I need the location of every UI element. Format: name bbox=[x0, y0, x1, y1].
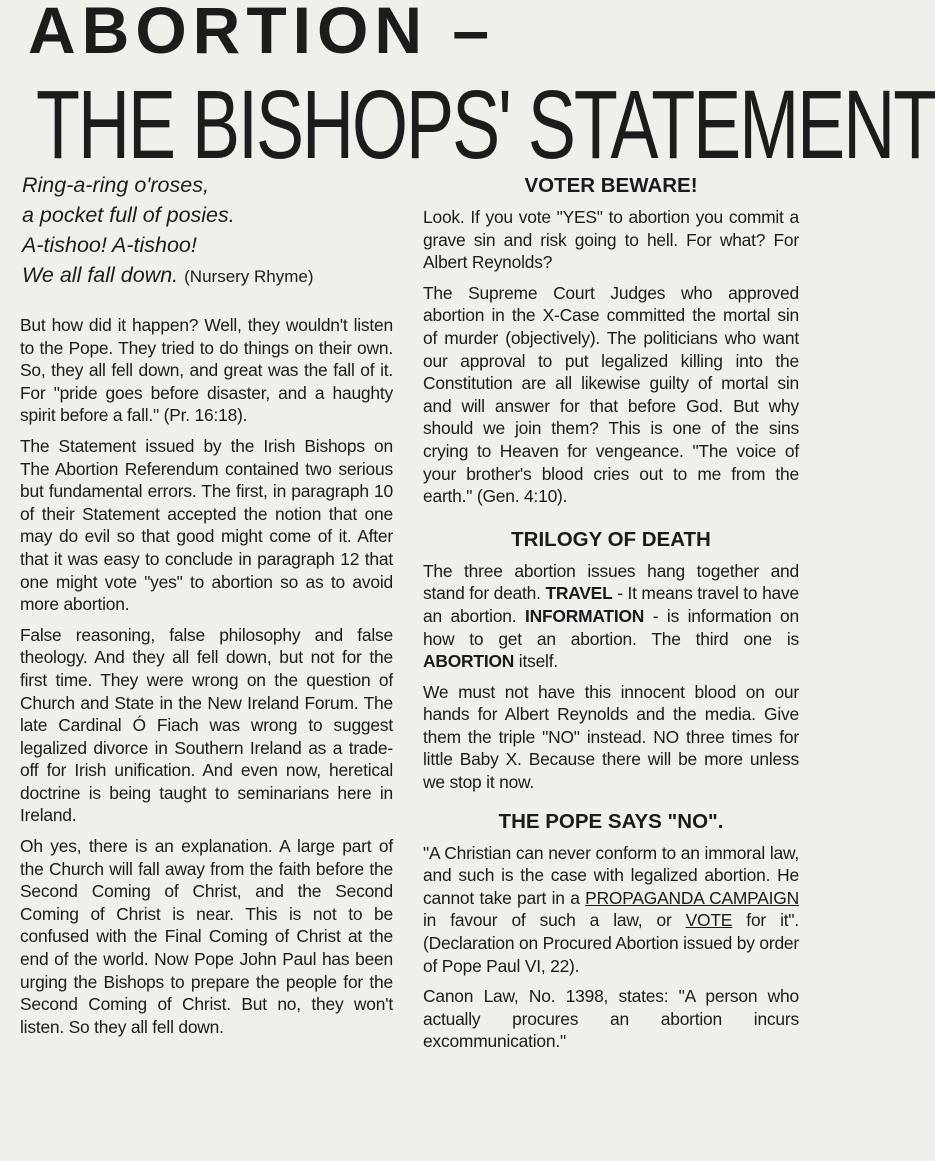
headline-abortion: ABORTION – bbox=[28, 0, 496, 67]
left-column bbox=[20, 170, 393, 1046]
right-column bbox=[423, 172, 799, 1061]
left-paragraph-2: The Statement issued by the Irish Bishops on The Abortion Referendum contained two serious but fundamental errors. The first, in paragraph 10 of their Statement accepted the notion that one may do evil so that good might come of it. After that it was easy to conclude in paragraph 12 that one might vote "yes" to abortion so as to avoid more abortion. bbox=[20, 435, 393, 615]
travel-term: TRAVEL bbox=[545, 583, 613, 604]
nursery-rhyme bbox=[22, 170, 393, 292]
rhyme-line: Ring-a-ring o'roses, bbox=[22, 173, 209, 197]
pope-text: for it". (Declaration on Procured Abortion issued by order of Pope Paul VI, 22). bbox=[423, 910, 799, 976]
rhyme-line: A-tishoo! A-tishoo! bbox=[22, 233, 197, 257]
propaganda-campaign-underlined: PROPAGANDA CAMPAIGN bbox=[585, 887, 799, 908]
rhyme-line: We all fall down. bbox=[22, 263, 179, 287]
voter-paragraph-1: Look. If you vote "YES" to abortion you commit a grave sin and risk going to hell. For what? For Albert Reynolds? bbox=[423, 207, 799, 273]
pope-text: in favour of such a law, or bbox=[423, 910, 686, 931]
pope-text: "A Christian can never conform to an immoral law, and such is the case with legalized abortion. He cannot take part in a bbox=[423, 842, 799, 908]
trilogy-paragraph-2: We must not have this innocent blood on our hands for Albert Reynolds and the media. Give them the triple "NO" instead. NO three times for little Baby X. Because there will be more unless we stop it now. bbox=[423, 681, 799, 793]
rhyme-line-last bbox=[22, 260, 393, 292]
voter-beware-heading: VOTER BEWARE! bbox=[524, 174, 698, 197]
voter-paragraph-2: The Supreme Court Judges who approved abortion in the X-Case committed the mortal sin of murder (objectively). The politicians who want our approval to put legalized killing into the Constitution are all likewise guilty of mortal sin and will answer for that before God. But why should we join them? This is one of the sins crying to Heaven for vengeance. "The voice of your brother's blood cries out to me from the earth." (Gen. 4:10). bbox=[423, 282, 799, 507]
pope-says-no-heading: THE POPE SAYS "NO". bbox=[498, 809, 724, 833]
rhyme-line: a pocket full of posies. bbox=[22, 203, 235, 227]
trilogy-text: itself. bbox=[514, 651, 558, 672]
abortion-term: ABORTION bbox=[423, 651, 515, 672]
trilogy-heading: TRILOGY OF DEATH bbox=[511, 527, 711, 551]
vote-underlined: VOTE bbox=[685, 910, 733, 931]
information-term: INFORMATION bbox=[524, 605, 645, 626]
pope-paragraph-1 bbox=[423, 842, 799, 978]
trilogy-text: - is information on how to get an abortion. The third one is bbox=[423, 605, 799, 649]
left-paragraph-1: But how did it happen? Well, they wouldn't listen to the Pope. They tried to do things on their own. So, they all fell down, and great was the fall of it. For "pride goes before disaster, and a haughty spirit before a fall." (Pr. 16:18). bbox=[20, 315, 393, 426]
headline-bishops-statement: THE BISHOPS' STATEMENT bbox=[36, 71, 935, 180]
trilogy-text: The three abortion issues hang together and stand for death. bbox=[423, 560, 799, 604]
pope-paragraph-2: Canon Law, No. 1398, states: "A person who actually procures an abortion incurs excommunication." bbox=[423, 986, 799, 1052]
trilogy-text: - It means travel to have an abortion. bbox=[423, 583, 799, 626]
left-paragraph-3: False reasoning, false philosophy and false theology. And they all fell down, but not for the first time. They were wrong on the question of Church and State in the New Ireland Forum. The late Cardinal Ó Fiach was wrong to suggest legalized divorce in Southern Ireland as a trade-off for Irish unification. And even now, heretical doctrine is being taught to seminarians here in Ireland. bbox=[20, 624, 393, 826]
trilogy-paragraph-1 bbox=[423, 560, 799, 673]
left-paragraph-4: Oh yes, there is an explanation. A large part of the Church will fall away from the faith before the Second Coming of Christ, and the Second Coming of Christ is near. This is not to be confused with the Final Coming of Christ at the end of the world. Now Pope John Paul has been urging the Bishops to prepare the people for the Second Coming of Christ. But no, they won't listen. So they all fell down. bbox=[20, 836, 393, 1037]
rhyme-source: (Nursery Rhyme) bbox=[184, 267, 314, 286]
